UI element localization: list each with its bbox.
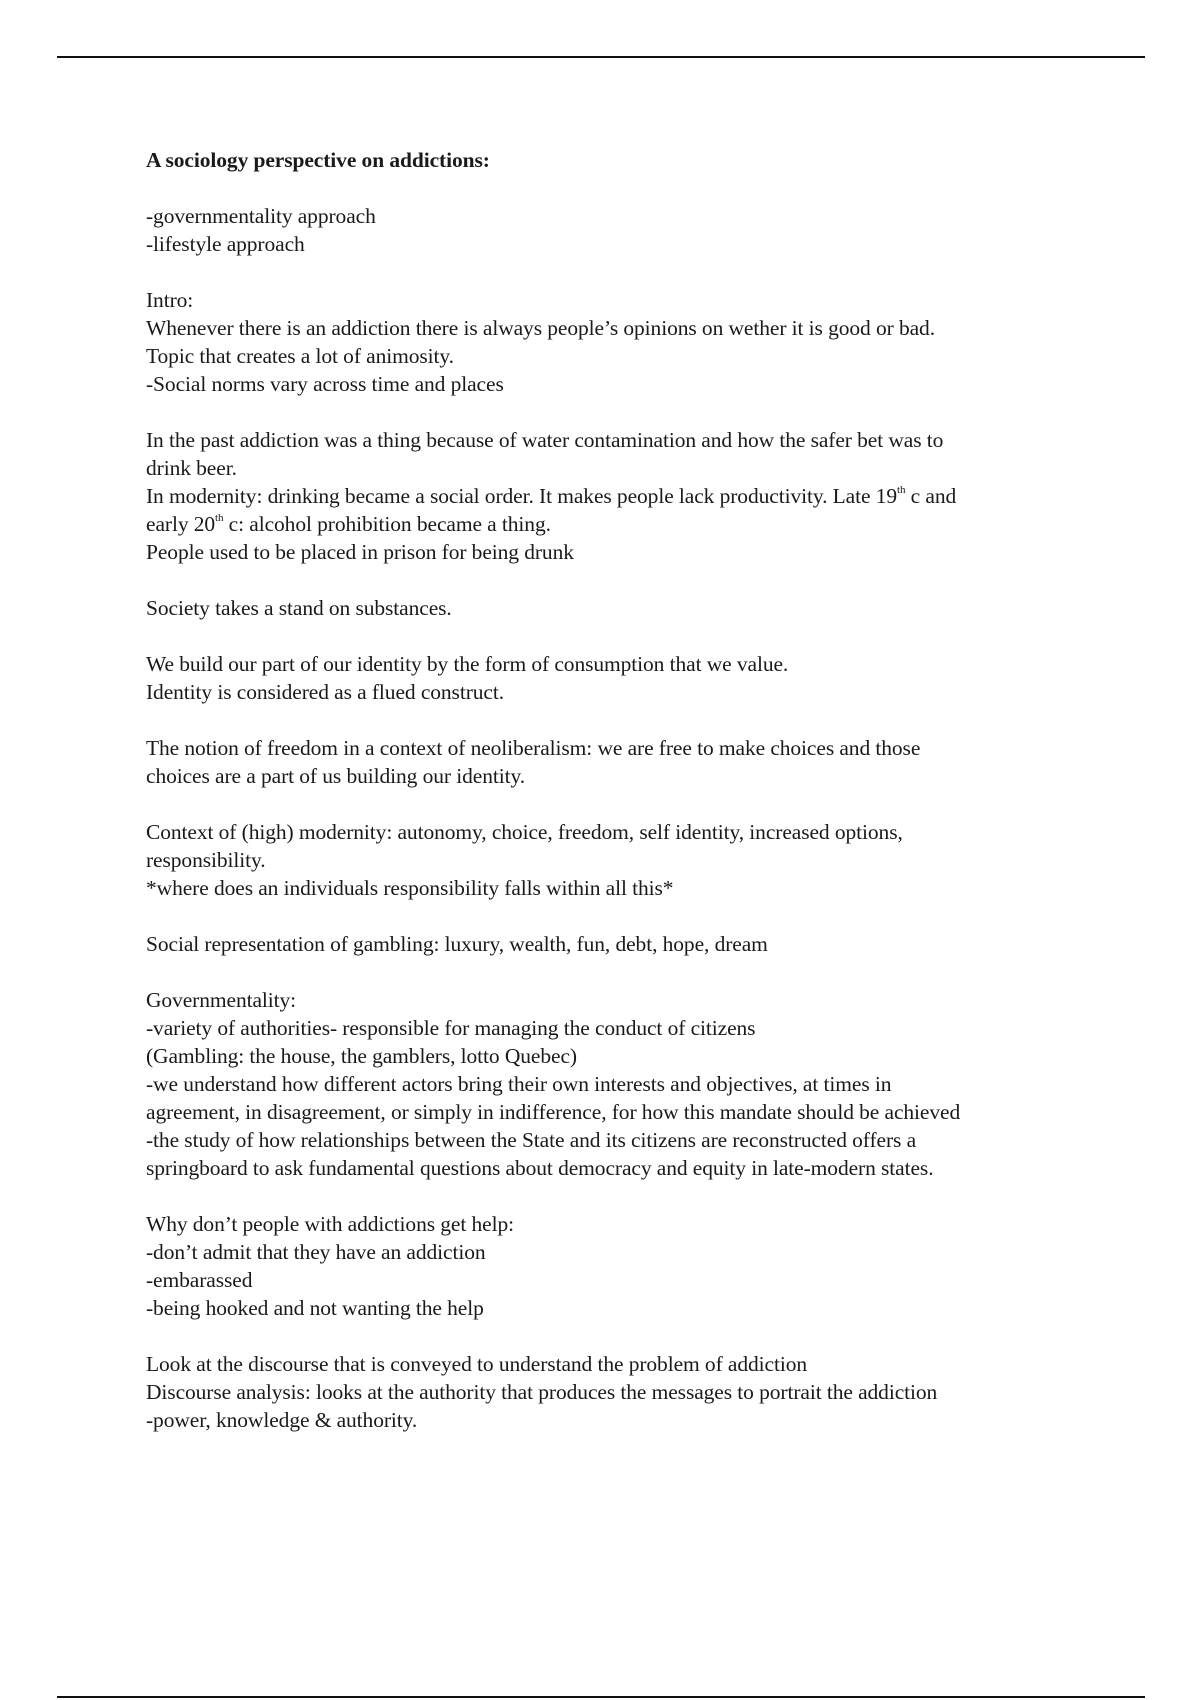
gambling-representation-line: Social representation of gambling: luxury, wealth, fun, debt, hope, dream	[146, 932, 768, 956]
spacer	[146, 258, 1086, 286]
history-text: early 20	[146, 512, 216, 536]
spacer	[146, 958, 1086, 986]
help-heading: Why don’t people with addictions get help:	[146, 1212, 514, 1236]
help-line: -being hooked and not wanting the help	[146, 1296, 484, 1320]
document-body	[146, 146, 1086, 1434]
intro-heading: Intro:	[146, 288, 194, 312]
document-title: A sociology perspective on addictions:	[146, 148, 490, 172]
approach-item: -lifestyle approach	[146, 232, 305, 256]
governmentality-line: -the study of how relationships between the State and its citizens are reconstructed offers a	[146, 1128, 917, 1152]
history-line	[146, 510, 1086, 538]
history-text: c: alcohol prohibition became a thing.	[223, 512, 551, 536]
spacer	[146, 622, 1086, 650]
modernity-line: *where does an individuals responsibility falls within all this*	[146, 876, 674, 900]
freedom-line: The notion of freedom in a context of neoliberalism: we are free to make choices and those	[146, 736, 921, 760]
intro-line: Topic that creates a lot of animosity.	[146, 344, 454, 368]
intro-line: Whenever there is an addiction there is always people’s opinions on wether it is good or bad.	[146, 316, 935, 340]
approach-item: -governmentality approach	[146, 204, 376, 228]
identity-line: Identity is considered as a flued construct.	[146, 680, 505, 704]
modernity-line: responsibility.	[146, 848, 266, 872]
governmentality-line: agreement, in disagreement, or simply in indifference, for how this mandate should be achieved	[146, 1100, 961, 1124]
top-rule	[57, 56, 1145, 58]
spacer	[146, 398, 1086, 426]
spacer	[146, 790, 1086, 818]
history-text: In modernity: drinking became a social order. It makes people lack productivity. Late 19	[146, 484, 898, 508]
spacer	[146, 1322, 1086, 1350]
discourse-line: -power, knowledge & authority.	[146, 1408, 418, 1432]
society-stand-line: Society takes a stand on substances.	[146, 596, 452, 620]
history-line: People used to be placed in prison for being drunk	[146, 540, 574, 564]
discourse-line: Discourse analysis: looks at the authority that produces the messages to portrait the addiction	[146, 1380, 938, 1404]
spacer	[146, 1182, 1086, 1210]
governmentality-line: -we understand how different actors bring their own interests and objectives, at times in	[146, 1072, 892, 1096]
spacer	[146, 706, 1086, 734]
discourse-line: Look at the discourse that is conveyed to understand the problem of addiction	[146, 1352, 808, 1376]
governmentality-line: (Gambling: the house, the gamblers, lotto Quebec)	[146, 1044, 577, 1068]
intro-line: -Social norms vary across time and places	[146, 372, 504, 396]
ordinal-superscript: th	[215, 511, 224, 524]
history-line: drink beer.	[146, 456, 237, 480]
help-line: -embarassed	[146, 1268, 253, 1292]
bottom-rule	[57, 1696, 1145, 1698]
spacer	[146, 902, 1086, 930]
governmentality-line: springboard to ask fundamental questions about democracy and equity in late-modern states.	[146, 1156, 934, 1180]
history-text: c and	[905, 484, 957, 508]
history-line: In the past addiction was a thing because of water contamination and how the safer bet was to	[146, 428, 944, 452]
freedom-line: choices are a part of us building our identity.	[146, 764, 526, 788]
history-line	[146, 482, 1086, 510]
modernity-line: Context of (high) modernity: autonomy, choice, freedom, self identity, increased options,	[146, 820, 903, 844]
governmentality-heading: Governmentality:	[146, 988, 297, 1012]
help-line: -don’t admit that they have an addiction	[146, 1240, 486, 1264]
governmentality-line: -variety of authorities- responsible for managing the conduct of citizens	[146, 1016, 756, 1040]
ordinal-superscript: th	[897, 483, 906, 496]
spacer	[146, 174, 1086, 202]
spacer	[146, 566, 1086, 594]
identity-line: We build our part of our identity by the form of consumption that we value.	[146, 652, 789, 676]
